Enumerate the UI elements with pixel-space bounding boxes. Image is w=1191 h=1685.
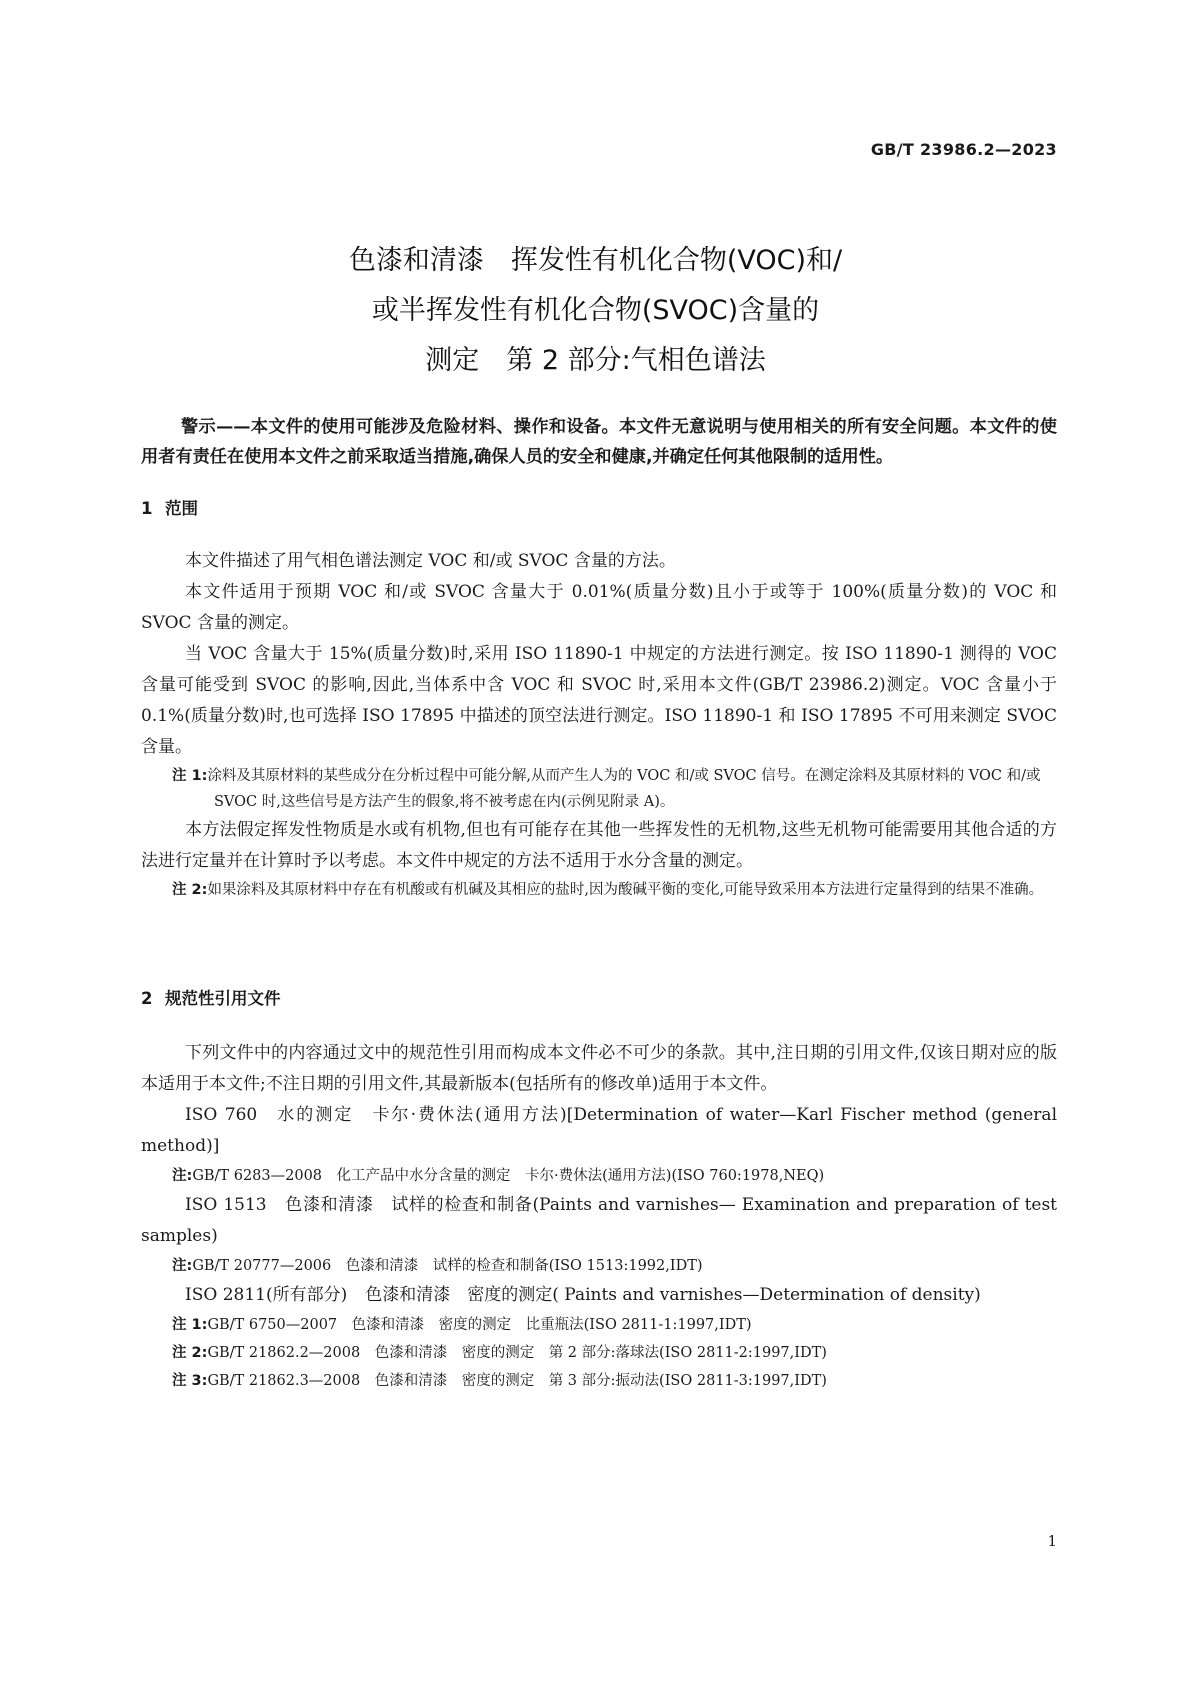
reference-entry (141, 1190, 1057, 1252)
note-text: GB/T 6283—2008 化工产品中水分含量的测定 卡尔·费休法(通用方法)(ISO 760:1978,NEQ) (192, 1168, 825, 1184)
note-label: 注 1: (172, 1317, 208, 1333)
note-text: GB/T 6750—2007 色漆和清漆 密度的测定 比重瓶法(ISO 2811-1:1997,IDT) (207, 1317, 752, 1333)
paragraph: 当 VOC 含量大于 15%(质量分数)时,采用 ISO 11890-1 中规定的方法进行测定。按 ISO 11890-1 测得的 VOC 含量可能受到 SVOC 的影响,因此,当体系中含 VOC 和 SVOC 时,采用本文件(GB/T 23986.2)测定。VOC 含量小于 0.1%(质量分数)时,也可选择 ISO 17895 中描述的顶空法进行测定。ISO 11890-1 和 ISO 17895 不可用来测定 SVOC 含量。 (141, 644, 1057, 757)
note (141, 763, 1057, 815)
paragraph: 本文件适用于预期 VOC 和/或 SVOC 含量大于 0.01%(质量分数)且小于或等于 100%(质量分数)的 VOC 和 SVOC 含量的测定。 (141, 582, 1057, 633)
reference-cn-title: 色漆和清漆 试样的检查和制备 (284, 1195, 533, 1215)
section-scope-body (141, 546, 1057, 903)
reference-en-title: (Paints and varnishes— Examination and preparation of test samples) (141, 1195, 1058, 1246)
safety-warning: 警示——本文件的使用可能涉及危险材料、操作和设备。本文件无意说明与使用相关的所有安全问题。本文件的使用者有责任在使用本文件之前采取适当措施,确保人员的安全和健康,并确定任何其他限制的适用性。 (141, 417, 1057, 468)
reference-entry (141, 1100, 1057, 1162)
section-heading (141, 985, 1057, 1009)
section-number: 2 (141, 989, 153, 1008)
reference-code: ISO 2811(所有部分) (185, 1285, 348, 1305)
page-number: 1 (1047, 1532, 1057, 1550)
note-text: 如果涂料及其原材料中存在有机酸或有机碱及其相应的盐时,因为酸碱平衡的变化,可能导致采用本方法进行定量得到的结果不准确。 (207, 882, 1044, 898)
note-text: GB/T 21862.3—2008 色漆和清漆 密度的测定 第 3 部分:振动法(ISO 2811-3:1997,IDT) (207, 1373, 827, 1389)
note-label: 注 1: (172, 768, 208, 784)
note-label: 注 3: (172, 1373, 208, 1389)
section-references-body (141, 1038, 1057, 1395)
reference-note (141, 1367, 1057, 1395)
note-label: 注 2: (172, 882, 208, 898)
paragraph: 本方法假定挥发性物质是水或有机物,但也有可能存在其他一些挥发性的无机物,这些无机物可能需要用其他合适的方法进行定量并在计算时予以考虑。本文件中规定的方法不适用于水分含量的测定。 (141, 820, 1057, 871)
reference-cn-title: 水的测定 卡尔·费休法(通用方法) (275, 1105, 567, 1125)
note-text: GB/T 21862.2—2008 色漆和清漆 密度的测定 第 2 部分:落球法(ISO 2811-2:1997,IDT) (207, 1345, 827, 1361)
section-heading (141, 495, 1057, 519)
section-title: 范围 (165, 499, 198, 518)
reference-code: ISO 1513 (185, 1195, 267, 1215)
reference-cn-title: 色漆和清漆 密度的测定 (365, 1285, 553, 1305)
paragraph: 本文件描述了用气相色谱法测定 VOC 和/或 SVOC 含量的方法。 (185, 551, 676, 571)
reference-note (141, 1311, 1057, 1339)
note-label: 注: (172, 1258, 193, 1274)
standard-number: GB/T 23986.2—2023 (870, 140, 1057, 159)
title-line-2: 或半挥发性有机化合物(SVOC)含量的 (371, 295, 820, 326)
section-normative-references (141, 985, 1057, 1009)
reference-note (141, 1252, 1057, 1280)
note (141, 877, 1057, 903)
section-number: 1 (141, 499, 153, 518)
note-text: 涂料及其原材料的某些成分在分析过程中可能分解,从而产生人为的 VOC 和/或 SVOC 信号。在测定涂料及其原材料的 VOC 和/或 SVOC 时,这些信号是方法产生的假象,将不被考虑在内(示例见附录 A)。 (207, 768, 1041, 810)
paragraph: 下列文件中的内容通过文中的规范性引用而构成本文件必不可少的条款。其中,注日期的引用文件,仅该日期对应的版本适用于本文件;不注日期的引用文件,其最新版本(包括所有的修改单)适用于本文件。 (141, 1043, 1057, 1094)
reference-entry (141, 1280, 1057, 1311)
reference-en-title: ( Paints and varnishes—Determination of density) (552, 1285, 981, 1305)
note-text: GB/T 20777—2006 色漆和清漆 试样的检查和制备(ISO 1513:1992,IDT) (192, 1258, 703, 1274)
title-line-3: 测定 第 2 部分:气相色谱法 (425, 345, 766, 376)
section-title: 规范性引用文件 (165, 989, 281, 1008)
reference-note (141, 1339, 1057, 1367)
title-line-1: 色漆和清漆 挥发性有机化合物(VOC)和/ (348, 245, 843, 276)
reference-code: ISO 760 (185, 1105, 258, 1125)
reference-en-title: [Determination of water—Karl Fischer method (general method)] (141, 1105, 1058, 1156)
section-scope (141, 495, 1057, 519)
reference-note (141, 1162, 1057, 1190)
document-title (134, 236, 1057, 386)
note-label: 注 2: (172, 1345, 208, 1361)
note-label: 注: (172, 1168, 193, 1184)
